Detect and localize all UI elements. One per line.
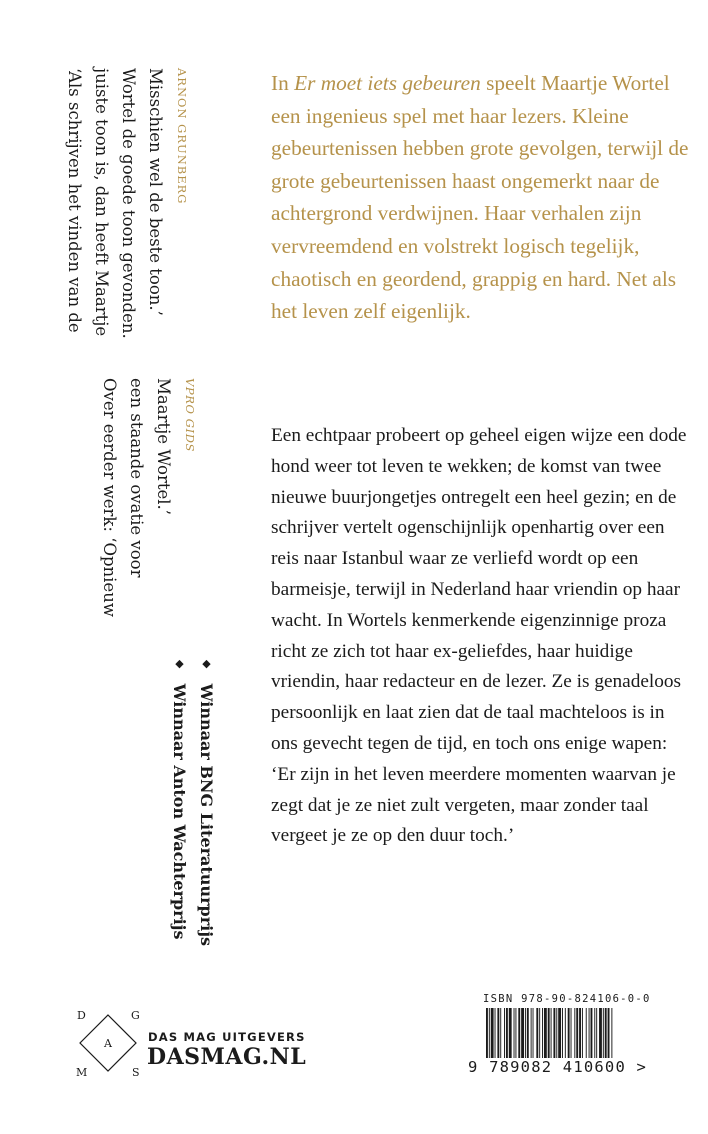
quote-block — [61, 68, 189, 339]
award-text: Winnaar BNG Literatuurprijs — [197, 683, 216, 946]
blurb-intro: In — [271, 71, 295, 95]
barcode-bar — [565, 1008, 566, 1058]
barcode-bar — [489, 1008, 490, 1058]
barcode-bar — [518, 1008, 520, 1058]
quote-attribution: ARNON GRUNBERG — [175, 68, 189, 205]
barcode-bar — [574, 1008, 575, 1058]
barcode-bar — [608, 1008, 610, 1058]
barcode-bar — [576, 1008, 578, 1058]
barcode-bar — [497, 1008, 499, 1058]
earlier-work-block — [96, 378, 197, 617]
publisher-url: DASMAG.NL — [147, 1044, 307, 1070]
barcode-digits: 9 789082 410600 > — [468, 1058, 648, 1076]
quote-line: ‘Als schrijven het vinden van de — [65, 68, 84, 333]
award-text: Winnaar Anton Wachterprijs — [170, 683, 189, 940]
barcode-bar — [491, 1008, 494, 1058]
barcode-bar — [571, 1008, 572, 1058]
earlier-work-line: Over eerder werk: ‘Opnieuw — [100, 378, 119, 617]
barcode-bar — [558, 1008, 561, 1058]
barcode-bar — [603, 1008, 604, 1058]
blurb-text: speelt Maartje Wortel een ingenieus spel met haar lezers. Kleine gebeurtenissen hebben grote gevolgen, terwijl de grote gebeurtenissen haast ongemerkt naar de achtergrond verdwijnen. Haar verhalen zijn vervreemdend en volstrekt logisch tegelijk, chaotisch en geordend, grappig en hard. Net als het leven zelf eigenlijk. — [271, 71, 689, 324]
barcode-bar — [594, 1008, 595, 1058]
barcode-bar — [539, 1008, 540, 1058]
diamond-bullet-icon: ◆ — [173, 657, 186, 670]
barcode-bar — [500, 1008, 501, 1058]
isbn-label: ISBN 978-90-824106-0-0 — [483, 993, 651, 1005]
barcode-bar — [527, 1008, 529, 1058]
logo-letter: D — [77, 1009, 86, 1022]
barcode-bar — [582, 1008, 583, 1058]
award-item — [193, 657, 220, 946]
barcode-bar — [548, 1008, 550, 1058]
barcode-bar — [611, 1008, 612, 1058]
barcode-bar — [599, 1008, 602, 1058]
barcode-bar — [531, 1008, 532, 1058]
barcode-bar — [579, 1008, 581, 1058]
earlier-work-line: Maartje Wortel.’ — [154, 378, 173, 516]
barcode-bar — [544, 1008, 547, 1058]
logo-letter: S — [132, 1066, 140, 1079]
barcode-bar — [525, 1008, 526, 1058]
logo-letter: M — [76, 1066, 88, 1079]
barcode-bar — [495, 1008, 496, 1058]
barcode-bar — [536, 1008, 538, 1058]
barcode-bar — [562, 1008, 563, 1058]
barcode-bar — [521, 1008, 524, 1058]
diamond-bullet-icon: ◆ — [200, 657, 213, 670]
barcode-bar — [515, 1008, 516, 1058]
barcode-bar — [605, 1008, 607, 1058]
awards-block — [166, 657, 220, 946]
das-mag-logo-icon — [72, 1007, 144, 1079]
quote-line: Misschien wel de beste toon.’ — [146, 68, 165, 316]
barcode-bar — [556, 1008, 557, 1058]
earlier-work-attribution: VPRO GIDS — [183, 378, 197, 453]
description-paragraph: Een echtpaar probeert op geheel eigen wijze een dode hond weer tot leven te wekken; de komst van twee nieuwe buurjongetjes ontregelt een heel gezin; en de schrijver vertelt ogenschijnlijk openhartig over een reis naar Istanbul waar ze verliefd wordt op een barmeisje, terwijl in Nederland haar vriendin op haar wacht. In Wortels kenmerkende eigenzinnige proza richt ze zich tot haar ex-geliefdes, haar huidige vriendin, haar redacteur en de lezer. Ze is genadeloos persoonlijk en laat zien dat de taal machteloos is in ons gevecht tegen de tijd, en toch ons enige wapen: ‘Er zijn in het leven meerdere momenten waarvan je zegt dat je ze niet zult vergeten, maar zonder taal vergeet je ze op den duur toch.’ — [271, 425, 687, 847]
barcode-bar — [542, 1008, 543, 1058]
quote-line: Wortel de goede toon gevonden. — [119, 68, 138, 339]
blurb-paragraph — [271, 67, 691, 328]
barcode-bar — [551, 1008, 552, 1058]
book-title: Er moet iets gebeuren — [294, 71, 481, 95]
barcode-bar — [506, 1008, 508, 1058]
barcode-bar — [509, 1008, 512, 1058]
barcode-bar — [591, 1008, 593, 1058]
logo-letter: G — [131, 1009, 140, 1022]
barcode-icon — [486, 1008, 642, 1058]
quote-line: juiste toon is, dan heeft Maartje — [92, 68, 111, 337]
barcode-bar — [514, 1008, 515, 1058]
barcode-bar — [589, 1008, 590, 1058]
barcode-bar — [504, 1008, 505, 1058]
barcode-bar — [586, 1008, 587, 1058]
barcode-bar — [568, 1008, 570, 1058]
barcode-bar — [596, 1008, 597, 1058]
award-item — [166, 657, 193, 946]
publisher-name: DAS MAG UITGEVERS — [148, 1030, 306, 1044]
logo-letter: A — [104, 1037, 112, 1050]
barcode-bar — [486, 1008, 488, 1058]
barcode-bar — [533, 1008, 534, 1058]
earlier-work-line: een staande ovatie voor — [127, 378, 146, 578]
barcode-bar — [553, 1008, 555, 1058]
